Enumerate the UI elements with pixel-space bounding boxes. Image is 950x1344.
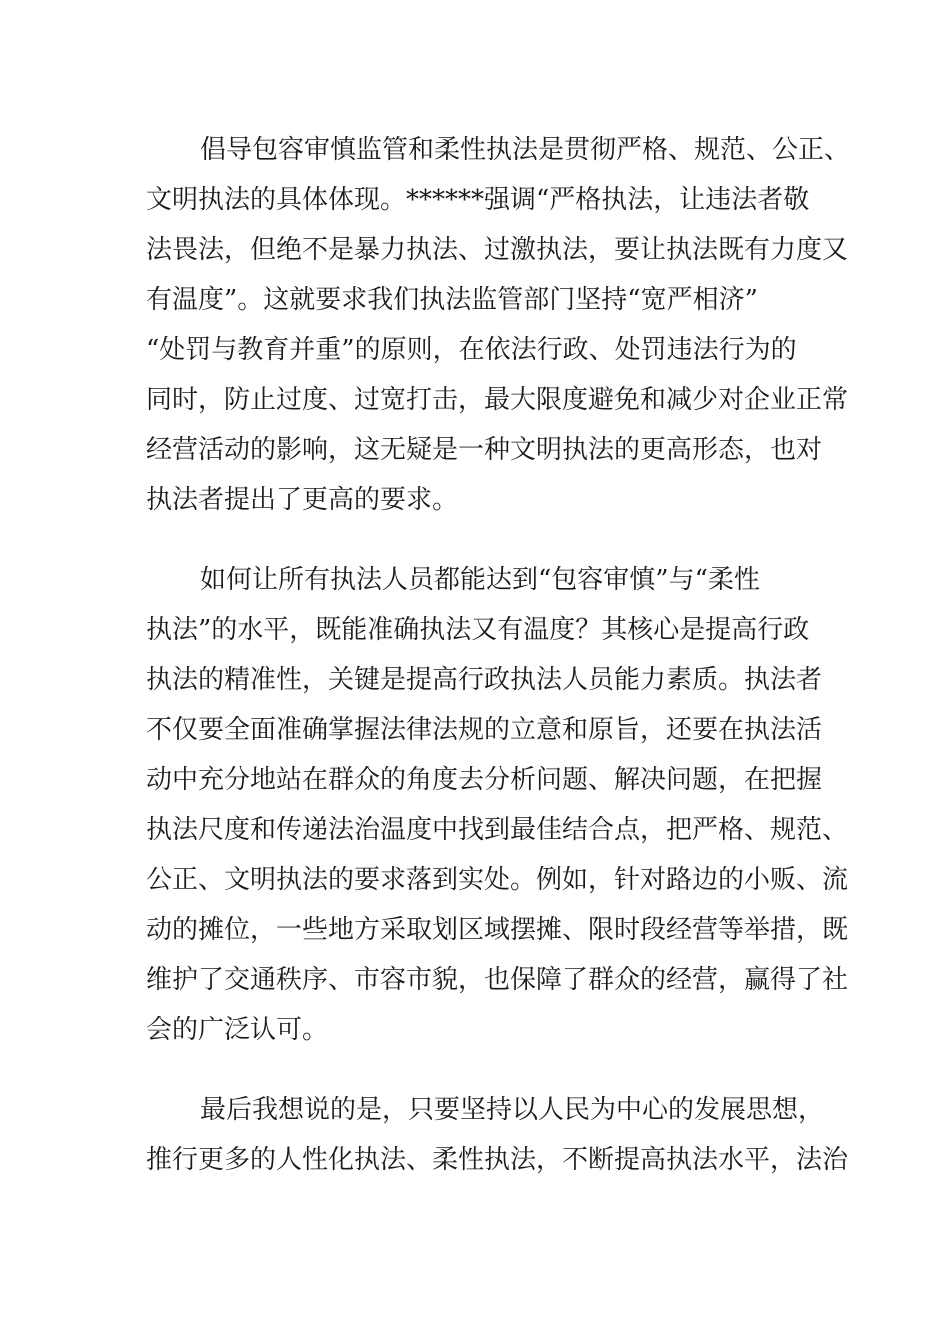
text-line: 同时，防止过度、过宽打击，最大限度避免和减少对企业正常 bbox=[146, 385, 849, 415]
text-line: 有温度”。这就要求我们执法监管部门坚持“宽严相济” bbox=[146, 285, 758, 315]
text-line: 不仅要全面准确掌握法律法规的立意和原旨，还要在执法活 bbox=[146, 715, 823, 745]
text-line: 经营活动的影响，这无疑是一种文明执法的更高形态，也对 bbox=[146, 435, 823, 465]
text-line: 执法者提出了更高的要求。 bbox=[146, 485, 459, 515]
text-line: 如何让所有执法人员都能达到“包容审慎”与“柔性 bbox=[200, 565, 760, 595]
text-line: 执法尺度和传递法治温度中找到最佳结合点，把严格、规范、 bbox=[146, 815, 849, 845]
text-line: 执法的精准性，关键是提高行政执法人员能力素质。执法者 bbox=[146, 665, 823, 695]
text-line: “处罚与教育并重”的原则，在依法行政、处罚违法行为的 bbox=[146, 335, 797, 365]
text-line: 动的摊位，一些地方采取划区域摆摊、限时段经营等举措，既 bbox=[146, 915, 849, 945]
text-line: 动中充分地站在群众的角度去分析问题、解决问题，在把握 bbox=[146, 765, 823, 795]
text-line: 法畏法，但绝不是暴力执法、过激执法，要让执法既有力度又 bbox=[146, 235, 849, 265]
text-line: 维护了交通秩序、市容市貌，也保障了群众的经营，赢得了社 bbox=[146, 965, 849, 995]
text-line: 最后我想说的是，只要坚持以人民为中心的发展思想， bbox=[200, 1095, 825, 1125]
text-line: 执法”的水平，既能准确执法又有温度？其核心是提高行政 bbox=[146, 615, 810, 645]
text-line: 公正、文明执法的要求落到实处。例如，针对路边的小贩、流 bbox=[146, 865, 849, 895]
text-line: 文明执法的具体体现。******强调“严格执法，让违法者敬 bbox=[146, 185, 810, 215]
text-line: 倡导包容审慎监管和柔性执法是贯彻严格、规范、公正、 bbox=[200, 135, 851, 165]
text-line: 会的广泛认可。 bbox=[146, 1015, 329, 1045]
text-line: 推行更多的人性化执法、柔性执法，不断提高执法水平，法治 bbox=[146, 1145, 849, 1175]
